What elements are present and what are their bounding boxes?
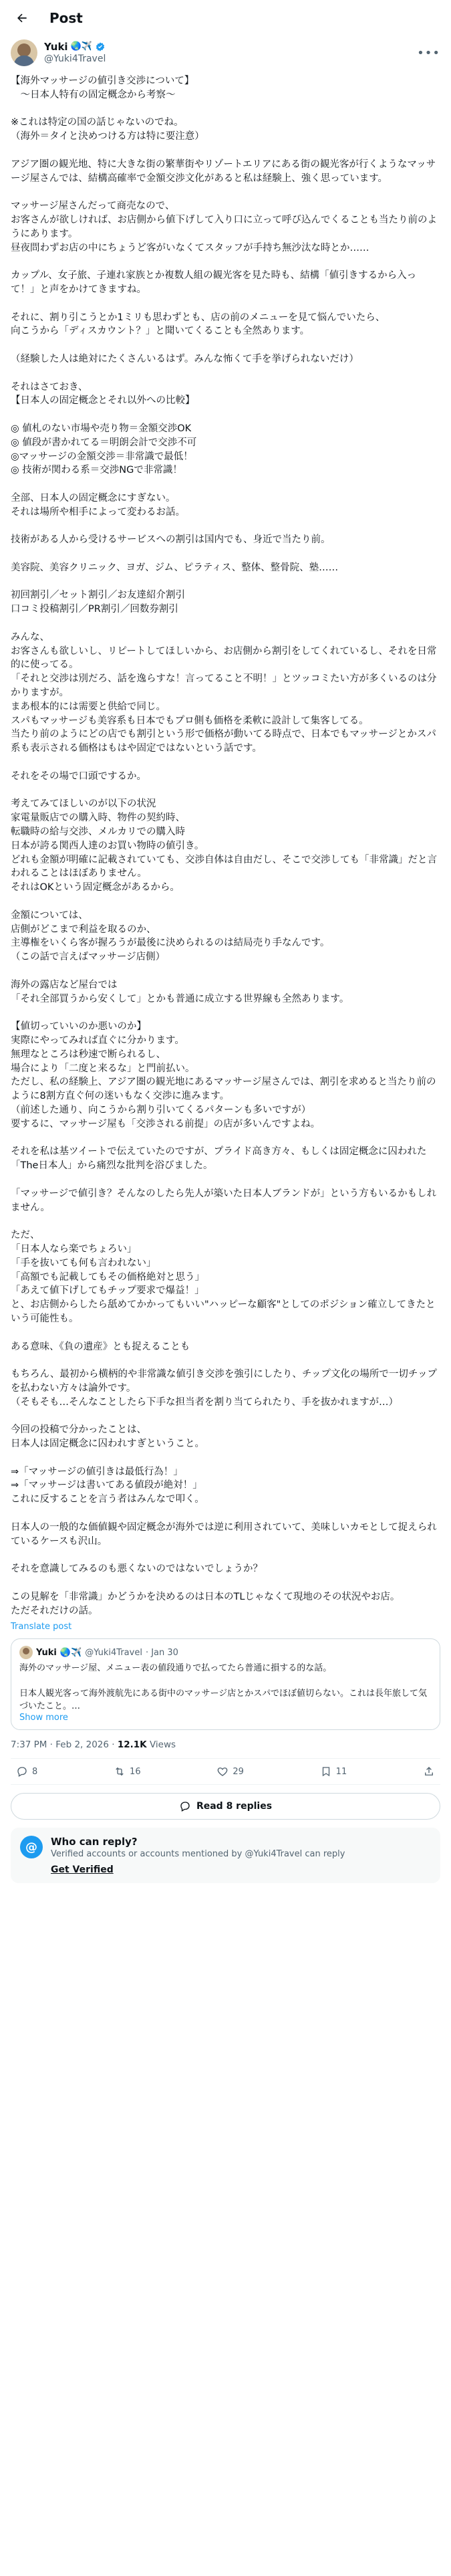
read-replies-label: Read 8 replies <box>196 1801 273 1812</box>
post <box>0 39 451 1883</box>
action-bar <box>11 1759 440 1785</box>
quoted-post-header <box>19 1646 432 1659</box>
who-can-reply-desc: Verified accounts or accounts mentioned by @Yuki4Travel can reply <box>51 1849 345 1860</box>
read-replies-button[interactable] <box>11 1793 440 1820</box>
post-meta <box>11 1739 440 1759</box>
bookmark-count: 11 <box>335 1766 347 1777</box>
page-title: Post <box>49 9 83 26</box>
author-name-row <box>44 41 106 53</box>
views-label: Views <box>146 1739 176 1751</box>
reply-icon <box>16 1765 28 1778</box>
repost-count: 16 <box>130 1766 141 1777</box>
reply-count: 8 <box>32 1766 38 1777</box>
show-more-link[interactable]: Show more <box>19 1713 68 1723</box>
back-button[interactable] <box>11 7 33 29</box>
arrow-left-icon <box>15 11 29 25</box>
reply-button[interactable] <box>16 1765 37 1778</box>
at-sign-icon: @ <box>20 1836 43 1858</box>
avatar[interactable] <box>11 39 37 66</box>
who-can-reply-panel <box>11 1828 440 1883</box>
quoted-post-text: 海外のマッサージ屋、メニュー表の値段通りで払ってたら普通に損する的な話。 日本人観光客って海外渡航先にある街中のマッサージ店とかスパでほぼ値切らない。これは長年旅して気づいたこと。… <box>19 1663 427 1712</box>
author-handle[interactable]: @Yuki4Travel <box>44 53 106 64</box>
heart-icon <box>216 1765 229 1778</box>
post-timestamp[interactable]: 7:37 PM · Feb 2, 2026 · <box>11 1739 118 1751</box>
bookmark-button[interactable] <box>320 1765 347 1778</box>
like-count: 29 <box>233 1766 244 1777</box>
author-info <box>44 41 106 65</box>
quoted-author-name: Yuki <box>36 1647 57 1658</box>
quoted-author-badges: 🌏✈️ <box>59 1647 82 1658</box>
who-can-reply-title: Who can reply? <box>51 1836 138 1848</box>
share-button[interactable] <box>423 1765 435 1778</box>
quoted-post-date: · Jan 30 <box>145 1647 178 1658</box>
get-verified-link[interactable]: Get Verified <box>51 1864 114 1876</box>
more-options-icon[interactable]: ••• <box>417 45 440 60</box>
translate-link[interactable]: Translate post <box>11 1622 72 1632</box>
like-button[interactable] <box>216 1765 244 1778</box>
share-icon <box>423 1765 435 1778</box>
quoted-avatar <box>19 1646 33 1659</box>
author-row <box>11 39 440 66</box>
views-count: 12.1K <box>117 1739 147 1751</box>
comment-icon <box>179 1800 191 1812</box>
who-can-reply-content <box>51 1836 345 1875</box>
author-badges: 🌏✈️ <box>70 41 92 51</box>
quoted-post[interactable] <box>11 1638 440 1730</box>
verified-badge-icon <box>95 41 106 52</box>
top-bar <box>0 0 451 35</box>
repost-icon <box>114 1765 126 1778</box>
author-name[interactable]: Yuki <box>44 41 68 53</box>
bookmark-icon <box>320 1765 332 1778</box>
post-text: 【海外マッサージの値引き交渉について】 〜日本人特有の固定概念から考察〜 ※これは特定の国の話じゃないのでね。 （海外＝タイと決めつける方は特に要注意） アジア圏の観光地、特に大きな街の繁華街やリゾートエリアにある街の観光客が行くようなマッサージ屋さんでは、結構高確率で金額交渉文化があると私は経験上、強く思っています。 マッサージ屋さんだって商売なので、 お客さんが欲しければ、お店側から値下げして入り口に立って呼び込んでくることも当たり前のようにあります。 昼夜問わずお店の中にちょうど客がいなくてスタッフが手持ち無沙汰な時とか…… カップル、女子旅、子連れ家族とか複数人組の観光客を見た時も、結構「値引きするから入って！」と声をかけてきますね。 それに、割り引こうとか1ミリも思わずとも、店の前のメニューを見て悩んでいたら、 向こうから「ディスカウント？」と聞いてくることも全然あります。 （経験した人は絶対にたくさんいるはず。みんな怖くて手を挙げられないだけ） それはさておき、 【日本人の固定概念とそれ以外への比較】 ◎ 値札のない市場や売り物＝金額交渉OK ◎ 値段が書かれてる＝明朗会計で交渉不可 ◎マッサージの金額交渉＝非常識で最低！ ◎ 技術が関わる系＝交渉NGで非常識！ 全部、日本人の固定概念にすぎない。 それは場所や相手によって変わるお話。 技術がある人から受けるサービスへの割引は国内でも、身近で当たり前。 美容院、美容クリニック、ヨガ、ジム、ピラティス、整体、整骨院、塾…… 初回割引／セット割引／お友達紹介割引 口コミ投稿割引／PR割引／回数券割引 みんな、 お客さんも欲しいし、リピートしてほしいから、お店側から割引をしてくれているし、それを日常的に使ってる。 「それと交渉は別だろ、話を逸らすな！言ってること不明！」とツッコミたい方が多くいるのは分かりますが。 まあ根本的には需要と供給で同じ。 スパもマッサージも美容系も日本でもプロ側も価格を柔軟に設計して集客してる。 当たり前のようにどの店でも割引という形で価格が動いてる時点で、日本でもマッサージとかスパ系も表示される価格はもはや固定ではないという話です。 それをその場で口頭でするか。 考えてみてほしいのが以下の状況 家電量販店での購入時、物件の契約時、 転職時の給与交渉、メルカリでの購入時 日本が誇る関西人達のお買い物時の値引き。 どれも金額が明確に記載されていても、交渉自体は自由だし、そこで交渉しても「非常識」だと言われることはほぼありません。 それはOKという固定概念があるから。 金額については、 店側がどこまで利益を取るのか、 主導権をいくら客が握ろうが最後に決められるのは結局売り手なんです。 （この話で言えばマッサージ店側） 海外の露店など屋台では 「それ全部買うから安くして」とかも普通に成立する世界線も全然あります。 【値切っていいのか悪いのか】 実際にやってみれば直ぐに分かります。 無理なところは秒速で断られるし、 場合により「二度と来るな」と門前払い。 ただし、私の経験上、アジア圏の観光地にあるマッサージ屋さんでは、割引を求めると当たり前のように8割方直ぐ何の迷いもなく交渉に進みます。 （前述した通り、向こうから割り引いてくるパターンも多いですが） 要するに、マッサージ屋も「交渉される前提」の店が多いんですよね。 それを私は基ツイートで伝えていたのですが、プライド高き方々、もしくは固定概念に囚われた「The日本人」から痛烈な批判を浴びました。 「マッサージで値引き？そんなのしたら先人が築いた日本人ブランドが」という方もいるかもしれません。 ただ、 「日本人なら楽でちょろい」 「手を抜いても何も言われない」 「高額でも記載してもその価格絶対と思う」 「あえて値下げしてもチップ要求で爆益！」 と、お店側からしたら舐めてかかってもいい"ハッピーな顧客"としてのポジション確立してきたという可能性も。 ある意味、《負の遺産》とも捉えることも もちろん、最初から横柄的や非常識な値引き交渉を強引にしたり、チップ文化の場所で一切チップを払わない方々は論外です。 （そもそも…そんなことしたら下手な担当者を割り当てられたり、手を抜かれますが…） 今回の投稿で分かったことは、 日本人は固定概念に囚われすぎということ。 ⇒「マッサージの値引きは最低行為！」 ⇒「マッサージは書いてある値段が絶対！」 これに反することを言う者はみんなで叩く。 日本人の一般的な価値観や固定概念が海外では逆に利用されていて、美味しいカモとして捉えられているケースも沢山。 それを意識してみるのも悪くないのではないでしょうか？ この見解を「非常識」かどうかを決めるのは日本のTLじゃなくて現地のその状況やお店。 ただそれだけの話。 <box>11 76 437 1616</box>
repost-button[interactable] <box>114 1765 141 1778</box>
quoted-author-handle: @Yuki4Travel <box>85 1647 142 1658</box>
